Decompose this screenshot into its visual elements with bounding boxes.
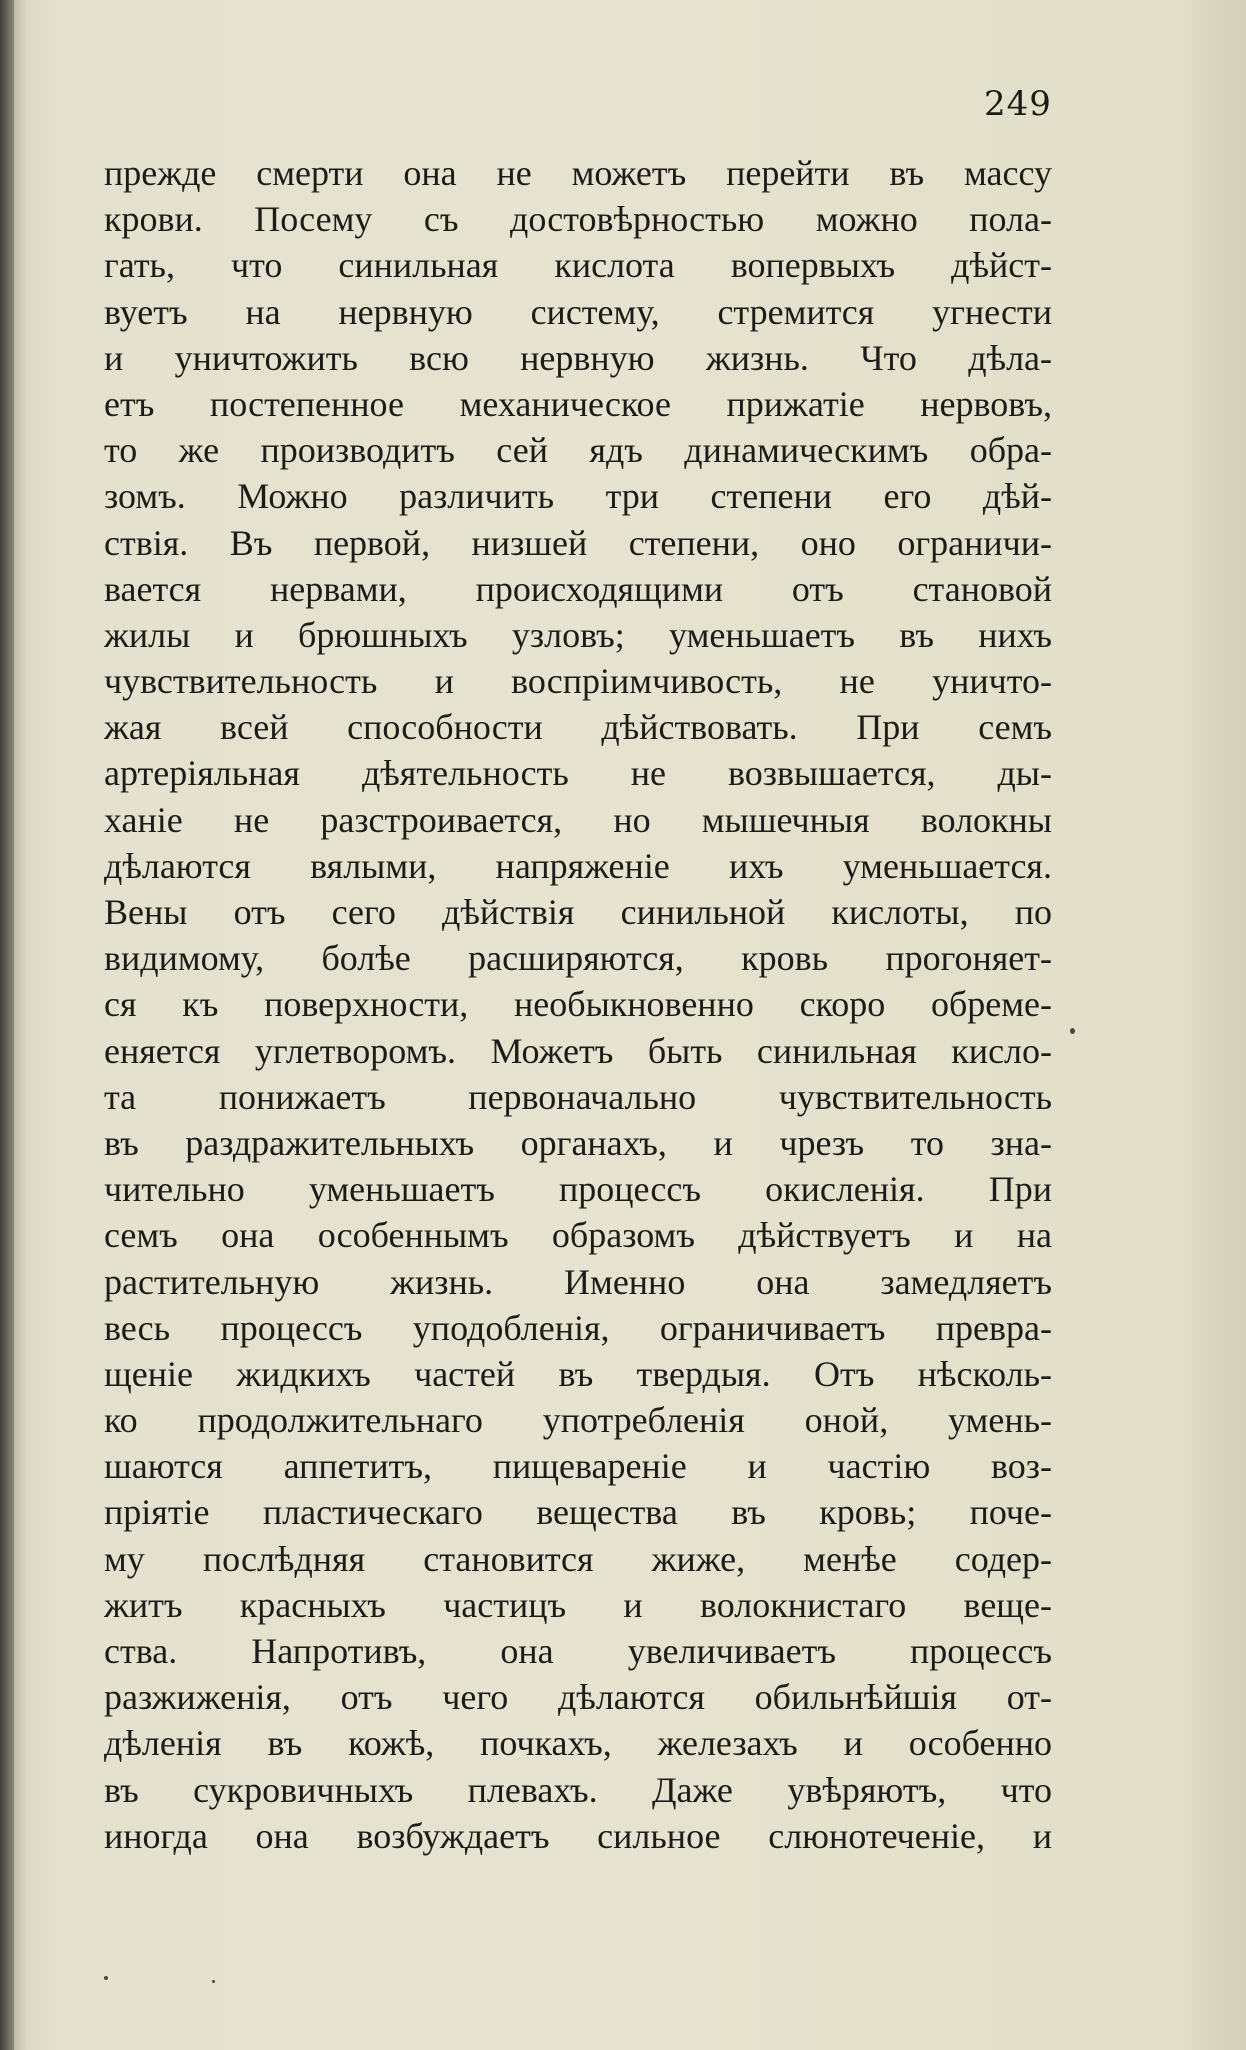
body-text	[104, 150, 1052, 1859]
text-line: вается нервами, происходящими отъ становой	[104, 568, 1052, 609]
text-line: жая всей способности дѣйствовать. При семъ	[104, 707, 1052, 748]
text-line: семъ она особеннымъ образомъ дѣйствуетъ и на	[104, 1215, 1052, 1256]
text-line: весь процессъ уподобленія, ограничиваетъ превра-	[104, 1307, 1052, 1348]
text-line: разжиженія, отъ чего дѣлаются обильнѣйшія от-	[104, 1677, 1052, 1718]
text-line: дѣленія въ кожѣ, почкахъ, железахъ и особенно	[104, 1723, 1052, 1764]
text-line: видимому, болѣе расширяются, кровь прогоняет-	[104, 938, 1052, 979]
text-line: етъ постепенное механическое прижатіе нервовъ,	[104, 383, 1052, 424]
text-line: растительную жизнь. Именно она замедляетъ	[104, 1261, 1052, 1302]
text-line: жилы и брюшныхъ узловъ; уменьшаетъ въ нихъ	[104, 614, 1052, 655]
text-line: ханіе не разстроивается, но мышечныя волокны	[104, 799, 1052, 840]
text-line: крови. Посему съ достовѣрностью можно пола-	[104, 199, 1052, 240]
text-line: ся къ поверхности, необыкновенно скоро обреме-	[104, 984, 1052, 1025]
text-line: пріятіе пластическаго вещества въ кровь; поче-	[104, 1492, 1052, 1533]
text-line: житъ красныхъ частицъ и волокнистаго веще-	[104, 1584, 1052, 1625]
text-line: ствія. Въ первой, низшей степени, оно ограничи-	[104, 522, 1052, 563]
text-line: зомъ. Можно различить три степени его дѣй-	[104, 476, 1052, 517]
text-line: въ раздражительныхъ органахъ, и чрезъ то зна-	[104, 1122, 1052, 1163]
text-line: му послѣдняя становится жиже, менѣе содер-	[104, 1538, 1052, 1579]
ink-speck	[104, 1976, 108, 1980]
text-line: вуетъ на нервную систему, стремится угнести	[104, 291, 1052, 332]
ink-speck	[1070, 1028, 1075, 1034]
text-line: иногда она возбуждаетъ сильное слюнотеченіе, и	[104, 1815, 1052, 1856]
text-line: прежде смерти она не можетъ перейти въ массу	[104, 153, 1052, 193]
text-line: ко продолжительнаго употребленія оной, умень-	[104, 1400, 1052, 1441]
text-line: щеніе жидкихъ частей въ твердыя. Отъ нѣсколь-	[104, 1353, 1052, 1394]
text-line: та понижаетъ первоначально чувствительность	[104, 1076, 1052, 1117]
text-line: гать, что синильная кислота вопервыхъ дѣйст-	[104, 245, 1052, 286]
text-line: въ сукровичныхъ плевахъ. Даже увѣряютъ, что	[104, 1769, 1052, 1810]
text-line: шаются аппетитъ, пищевареніе и частію воз-	[104, 1446, 1052, 1487]
text-line: ства. Напротивъ, она увеличиваетъ процессъ	[104, 1631, 1052, 1671]
text-line: артеріяльная дѣятельность не возвышается, ды-	[104, 753, 1052, 794]
text-line: и уничтожить всю нервную жизнь. Что дѣла-	[104, 337, 1052, 378]
text-line: чительно уменьшаетъ процессъ окисленія. При	[104, 1169, 1052, 1210]
page-number: 249	[984, 84, 1052, 124]
ink-speck	[212, 1980, 215, 1983]
text-line: дѣлаются вялыми, напряженіе ихъ уменьшается.	[104, 845, 1052, 886]
text-line: чувствительность и воспріимчивость, не уничто-	[104, 661, 1052, 702]
text-line: Вены отъ сего дѣйствія синильной кислоты, по	[104, 892, 1052, 932]
text-line: то же производитъ сей ядъ динамическимъ обра-	[104, 430, 1052, 471]
page-gutter-shadow	[0, 0, 14, 2050]
text-line: еняется углетворомъ. Можетъ быть синильная кисло-	[104, 1030, 1052, 1071]
